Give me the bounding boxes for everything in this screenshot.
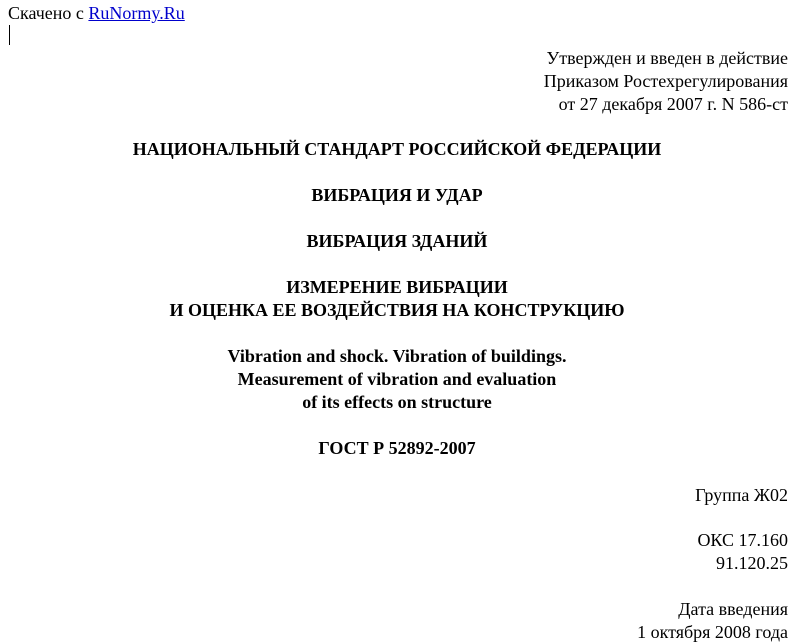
national-standard-heading: НАЦИОНАЛЬНЫЙ СТАНДАРТ РОССИЙСКОЙ ФЕДЕРАЦИИ: [132, 139, 662, 159]
intro-date-value: 1 октября 2008 года: [637, 622, 788, 642]
approval-line: от 27 декабря 2007 г. N 586-ст: [558, 94, 788, 114]
english-title-line: Vibration and shock. Vibration of buildings.: [227, 346, 567, 366]
source-line: [8, 3, 185, 23]
intro-date: [637, 598, 788, 644]
text-cursor: [9, 25, 10, 45]
oks-line: ОКС 17.160: [697, 530, 788, 550]
section-heading: ВИБРАЦИЯ И УДАР: [311, 185, 483, 205]
intro-date-label: Дата введения: [678, 599, 788, 619]
subsection-heading: ВИБРАЦИЯ ЗДАНИЙ: [306, 231, 488, 251]
approval-line: Приказом Ростехрегулирования: [543, 71, 788, 91]
english-title-line: of its effects on structure: [302, 392, 492, 412]
main-title-line: ИЗМЕРЕНИЕ ВИБРАЦИИ: [286, 277, 508, 297]
oks-line: 91.120.25: [716, 553, 788, 573]
source-prefix: Скачено с: [8, 3, 89, 23]
standard-code: ГОСТ Р 52892-2007: [318, 438, 476, 458]
english-title: [0, 345, 794, 414]
oks-codes: [697, 529, 788, 575]
main-title: [0, 276, 794, 322]
english-title-line: Measurement of vibration and evaluation: [237, 369, 557, 389]
main-title-line: И ОЦЕНКА ЕЕ ВОЗДЕЙСТВИЯ НА КОНСТРУКЦИЮ: [169, 300, 625, 320]
approval-block: [544, 47, 788, 116]
group-label: Группа Ж02: [695, 485, 788, 505]
source-link[interactable]: RuNormy.Ru: [88, 3, 185, 23]
approval-line: Утвержден и введен в действие: [546, 48, 788, 68]
